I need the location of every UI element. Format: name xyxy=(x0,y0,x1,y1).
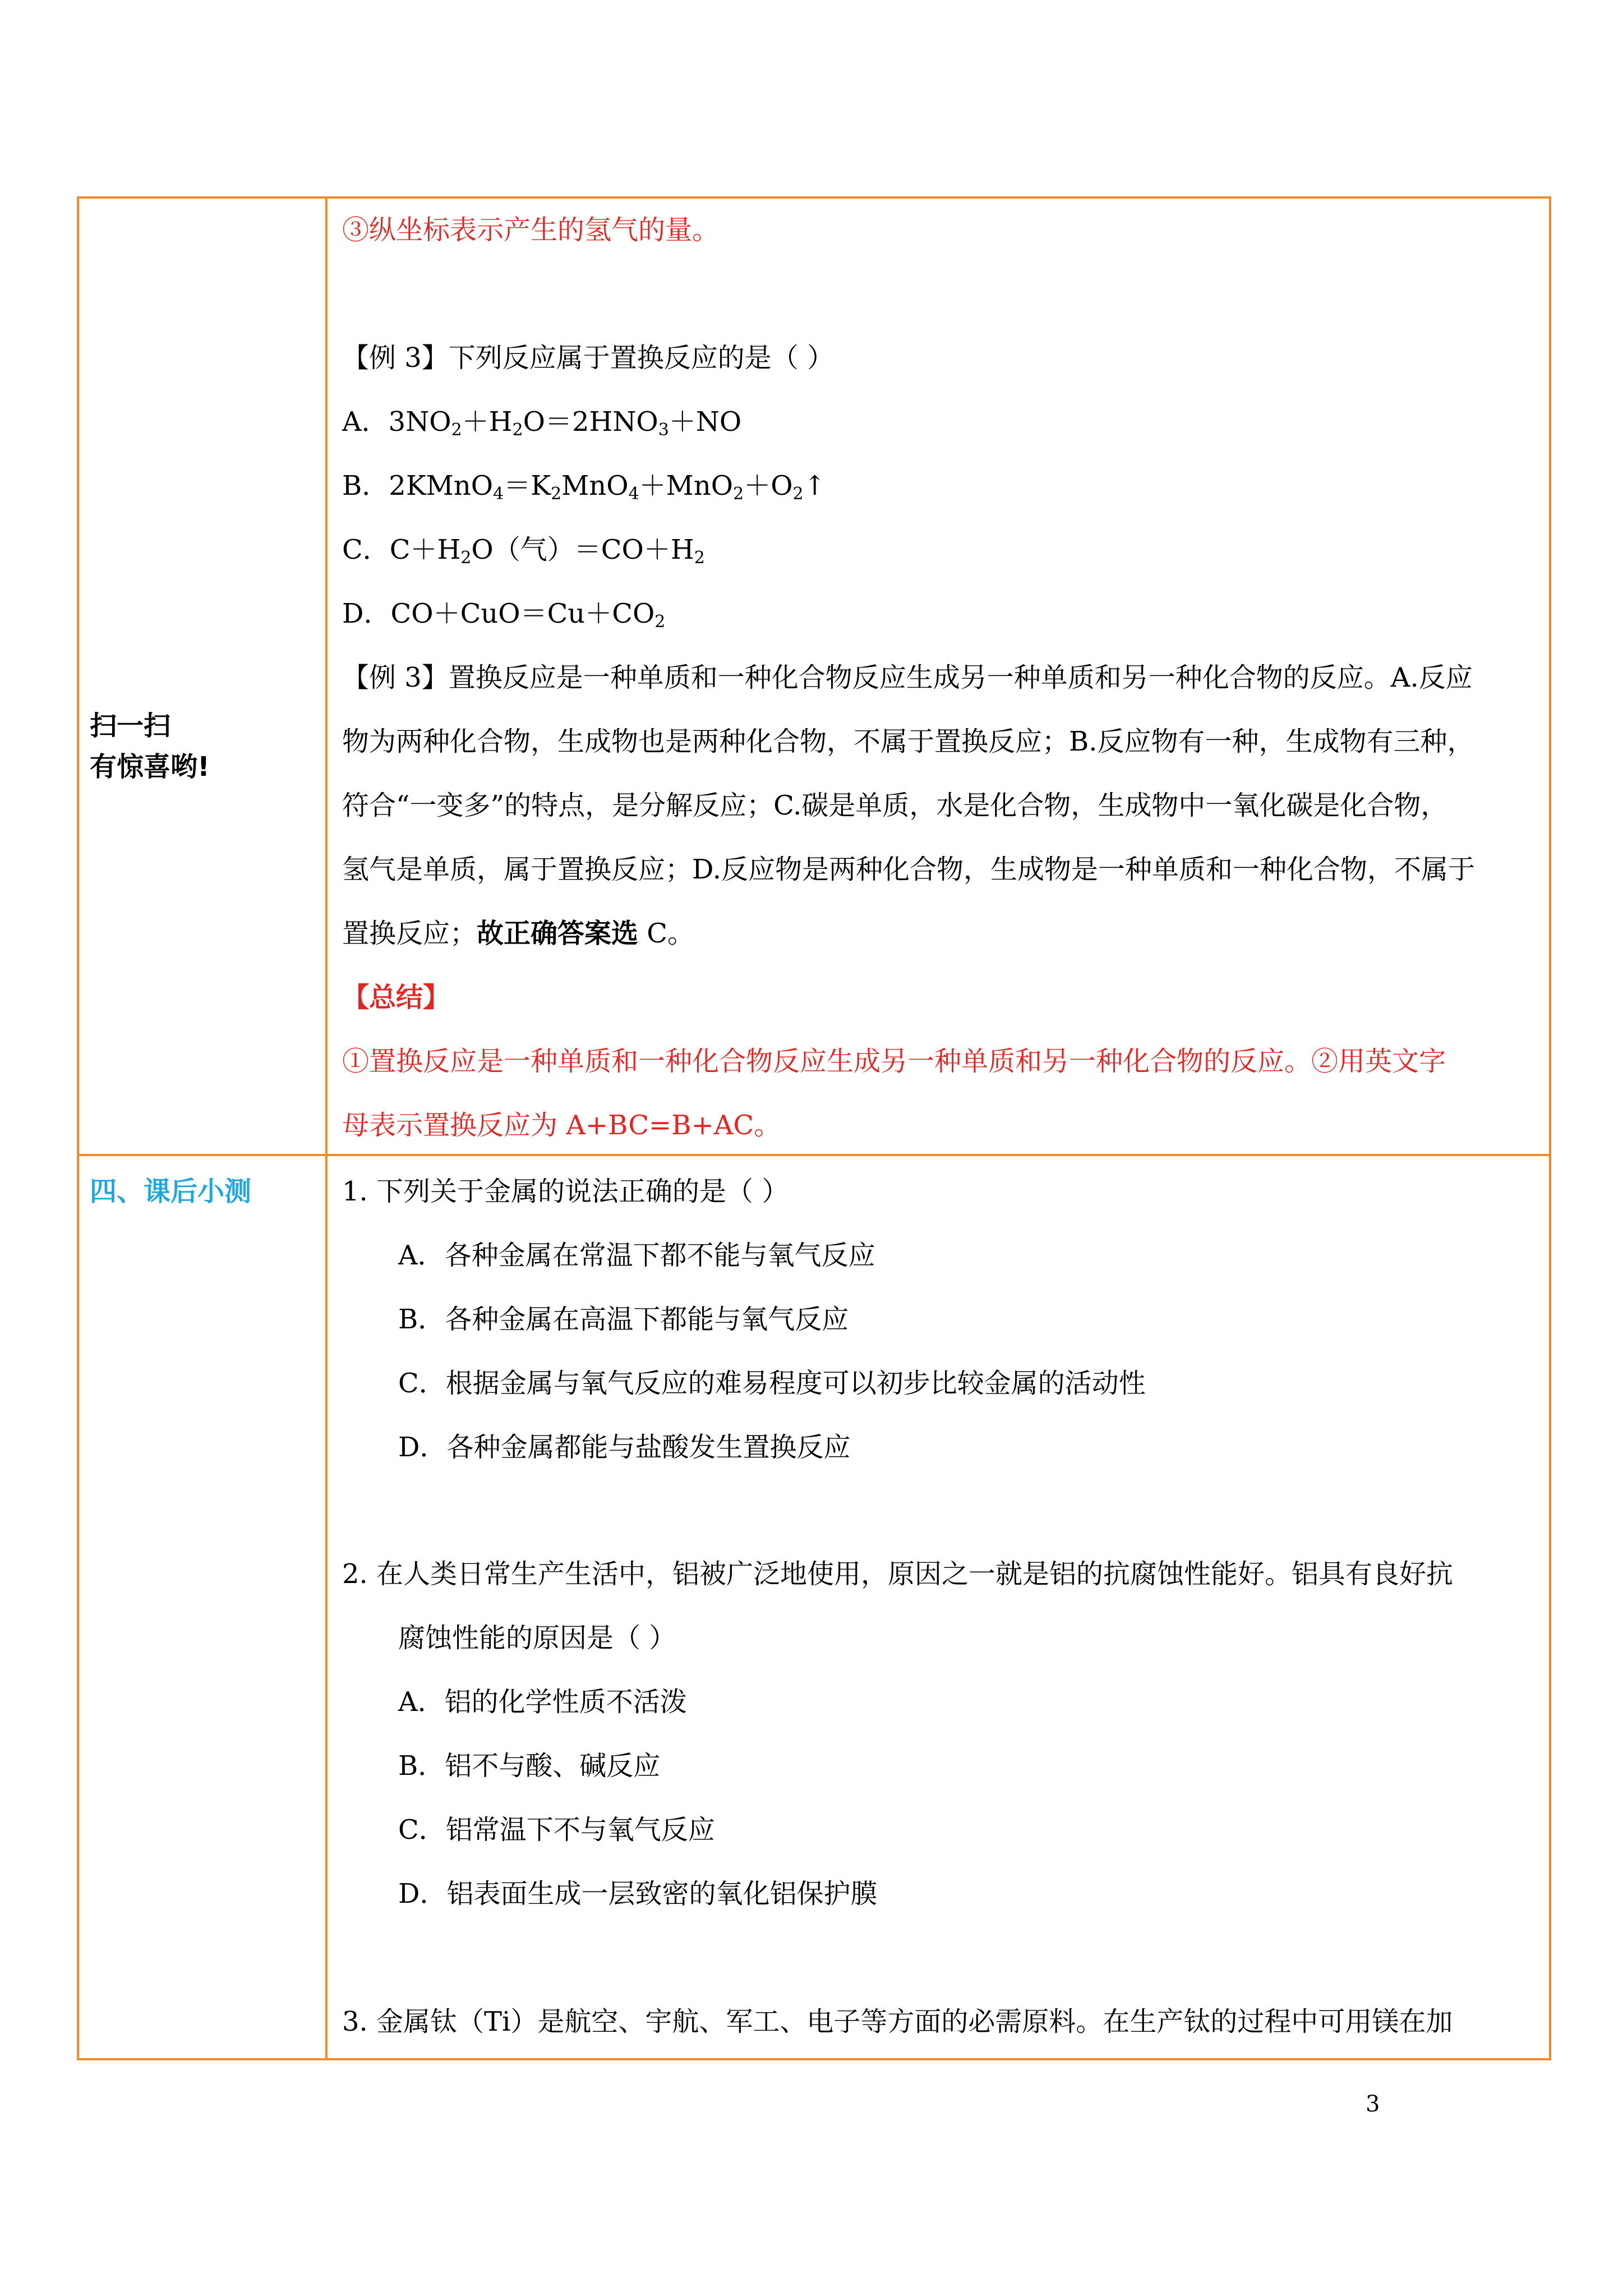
quiz-question-2: 2. 在人类日常生产生活中，铝被广泛地使用，原因之一就是铝的抗腐蚀性能好。铝具有良好抗 xyxy=(342,1558,1454,1590)
summary-line: ①置换反应是一种单质和一种化合物反应生成另一种单质和另一种化合物的反应。②用英文字 xyxy=(342,1046,1446,1077)
quiz-option: B．各种金属在高温下都能与氧气反应 xyxy=(398,1304,849,1335)
quiz-option: C．根据金属与氧气反应的难易程度可以初步比较金属的活动性 xyxy=(398,1368,1146,1399)
explanation-line: 氢气是单质，属于置换反应；D.反应物是两种化合物，生成物是一种单质和一种化合物，不属于 xyxy=(342,854,1476,885)
option-d: D．$CO+CuO=Cu+CO_2$ xyxy=(342,598,666,632)
summary-title: 【总结】 xyxy=(342,982,450,1013)
surprise-label: 有惊喜哟! xyxy=(90,751,210,783)
option-a: A．$3NO_2+H_2O=2HNO_3+NO$ xyxy=(342,406,742,440)
explanation-line: 符合“一变多”的特点，是分解反应；C.碳是单质，水是化合物，生成物中一氧化碳是化合物， xyxy=(342,790,1448,821)
quiz-question-3: 3. 金属钛（Ti）是航空、宇航、军工、电子等方面的必需原料。在生产钛的过程中可用镁在加 xyxy=(342,2006,1453,2037)
quiz-option: C．铝常温下不与氧气反应 xyxy=(398,1814,715,1846)
page-number: 3 xyxy=(1366,2091,1380,2117)
quiz-question-2-cont: 腐蚀性能的原因是（ ） xyxy=(398,1622,676,1654)
explanation-line: 物为两种化合物，生成物也是两种化合物，不属于置换反应；B.反应物有一种，生成物有三种， xyxy=(342,726,1474,757)
option-b: B．$2KMnO_4=K_2MnO_4+MnO_2+O_2↑$ xyxy=(342,470,826,504)
row-divider xyxy=(77,1154,1551,1156)
quiz-option: D．各种金属都能与盐酸发生置换反应 xyxy=(398,1432,851,1463)
example-3-question: 【例 3】下列反应属于置换反应的是（ ） xyxy=(342,342,834,374)
explanation-conclusion: 置换反应；故正确答案选 C。 xyxy=(342,918,695,949)
note-3: ③纵坐标表示产生的氢气的量。 xyxy=(342,214,720,246)
scan-label: 扫一扫 xyxy=(90,710,171,742)
summary-line: 母表示置换反应为 A+BC=B+AC。 xyxy=(342,1110,781,1141)
quiz-option: A．各种金属在常温下都不能与氧气反应 xyxy=(398,1240,875,1271)
quiz-question-1: 1. 下列关于金属的说法正确的是（ ） xyxy=(342,1176,789,1207)
quiz-option: B．铝不与酸、碱反应 xyxy=(398,1750,661,1782)
option-c: C．$C+H_2O$（气）$=CO+H_2$ xyxy=(342,534,705,568)
quiz-option: A．铝的化学性质不活泼 xyxy=(398,1686,687,1718)
quiz-option: D．铝表面生成一层致密的氧化铝保护膜 xyxy=(398,1878,878,1910)
column-divider xyxy=(325,196,328,2060)
section-title-quiz: 四、课后小测 xyxy=(90,1176,252,1207)
explanation-line: 【例 3】置换反应是一种单质和一种化合物反应生成另一种单质和另一种化合物的反应。A.反应 xyxy=(342,662,1473,693)
